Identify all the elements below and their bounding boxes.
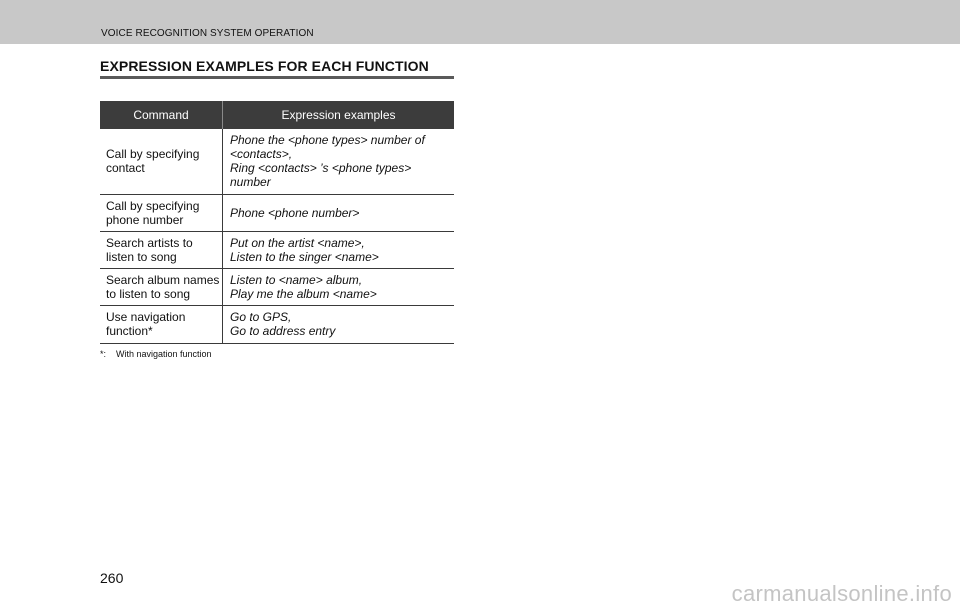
examples-cell	[223, 129, 455, 194]
table-row	[100, 305, 454, 343]
cell-line: Phone the <phone types> number of	[230, 133, 425, 148]
table-header-row	[100, 101, 454, 129]
table-row	[100, 129, 454, 194]
cell-line: Search album names	[106, 272, 220, 287]
cell-line: Listen to the singer <name>	[230, 249, 379, 264]
cell-line: number	[230, 175, 271, 190]
title-underline	[100, 76, 454, 79]
section-label: VOICE RECOGNITION SYSTEM OPERATION	[101, 28, 314, 39]
examples-cell	[223, 231, 455, 268]
cell-line: <contacts>,	[230, 147, 293, 162]
footnote: *: With navigation function	[100, 349, 212, 359]
cell-line: Use navigation	[106, 310, 186, 324]
cell-line: Go to address entry	[230, 324, 336, 338]
examples-cell	[223, 194, 455, 231]
command-cell	[100, 305, 223, 343]
page-title: EXPRESSION EXAMPLES FOR EACH FUNCTION	[100, 58, 429, 74]
cell-line: listen to song	[106, 249, 177, 264]
watermark-text: carmanualsonline.info	[731, 581, 952, 606]
examples-cell	[223, 305, 455, 343]
cell-line: Ring <contacts> ’s <phone types>	[230, 161, 412, 176]
cell-line: Phone <phone number>	[230, 205, 360, 220]
command-cell	[100, 231, 223, 268]
cell-line: phone number	[106, 212, 184, 227]
cell-line: Call by specifying	[106, 198, 200, 213]
cell-line: to listen to song	[106, 286, 191, 301]
cell-line: Search artists to	[106, 235, 193, 250]
command-cell	[100, 268, 223, 305]
column-header-command: Command	[100, 101, 223, 129]
cell-line: Put on the artist <name>,	[230, 235, 365, 250]
cell-line: Play me the album <name>	[230, 286, 377, 301]
command-cell	[100, 194, 223, 231]
cell-line: Listen to <name> album,	[230, 272, 363, 287]
table-row	[100, 194, 454, 231]
cell-line: contact	[106, 161, 145, 176]
cell-line: Call by specifying	[106, 147, 200, 162]
page-number: 260	[100, 570, 124, 586]
examples-cell	[223, 268, 455, 305]
expression-table	[100, 101, 454, 344]
column-header-examples: Expression examples	[223, 101, 455, 129]
table-row	[100, 231, 454, 268]
table-row	[100, 268, 454, 305]
cell-line: Go to GPS,	[230, 310, 292, 324]
command-cell	[100, 129, 223, 194]
cell-line: function*	[106, 324, 153, 338]
